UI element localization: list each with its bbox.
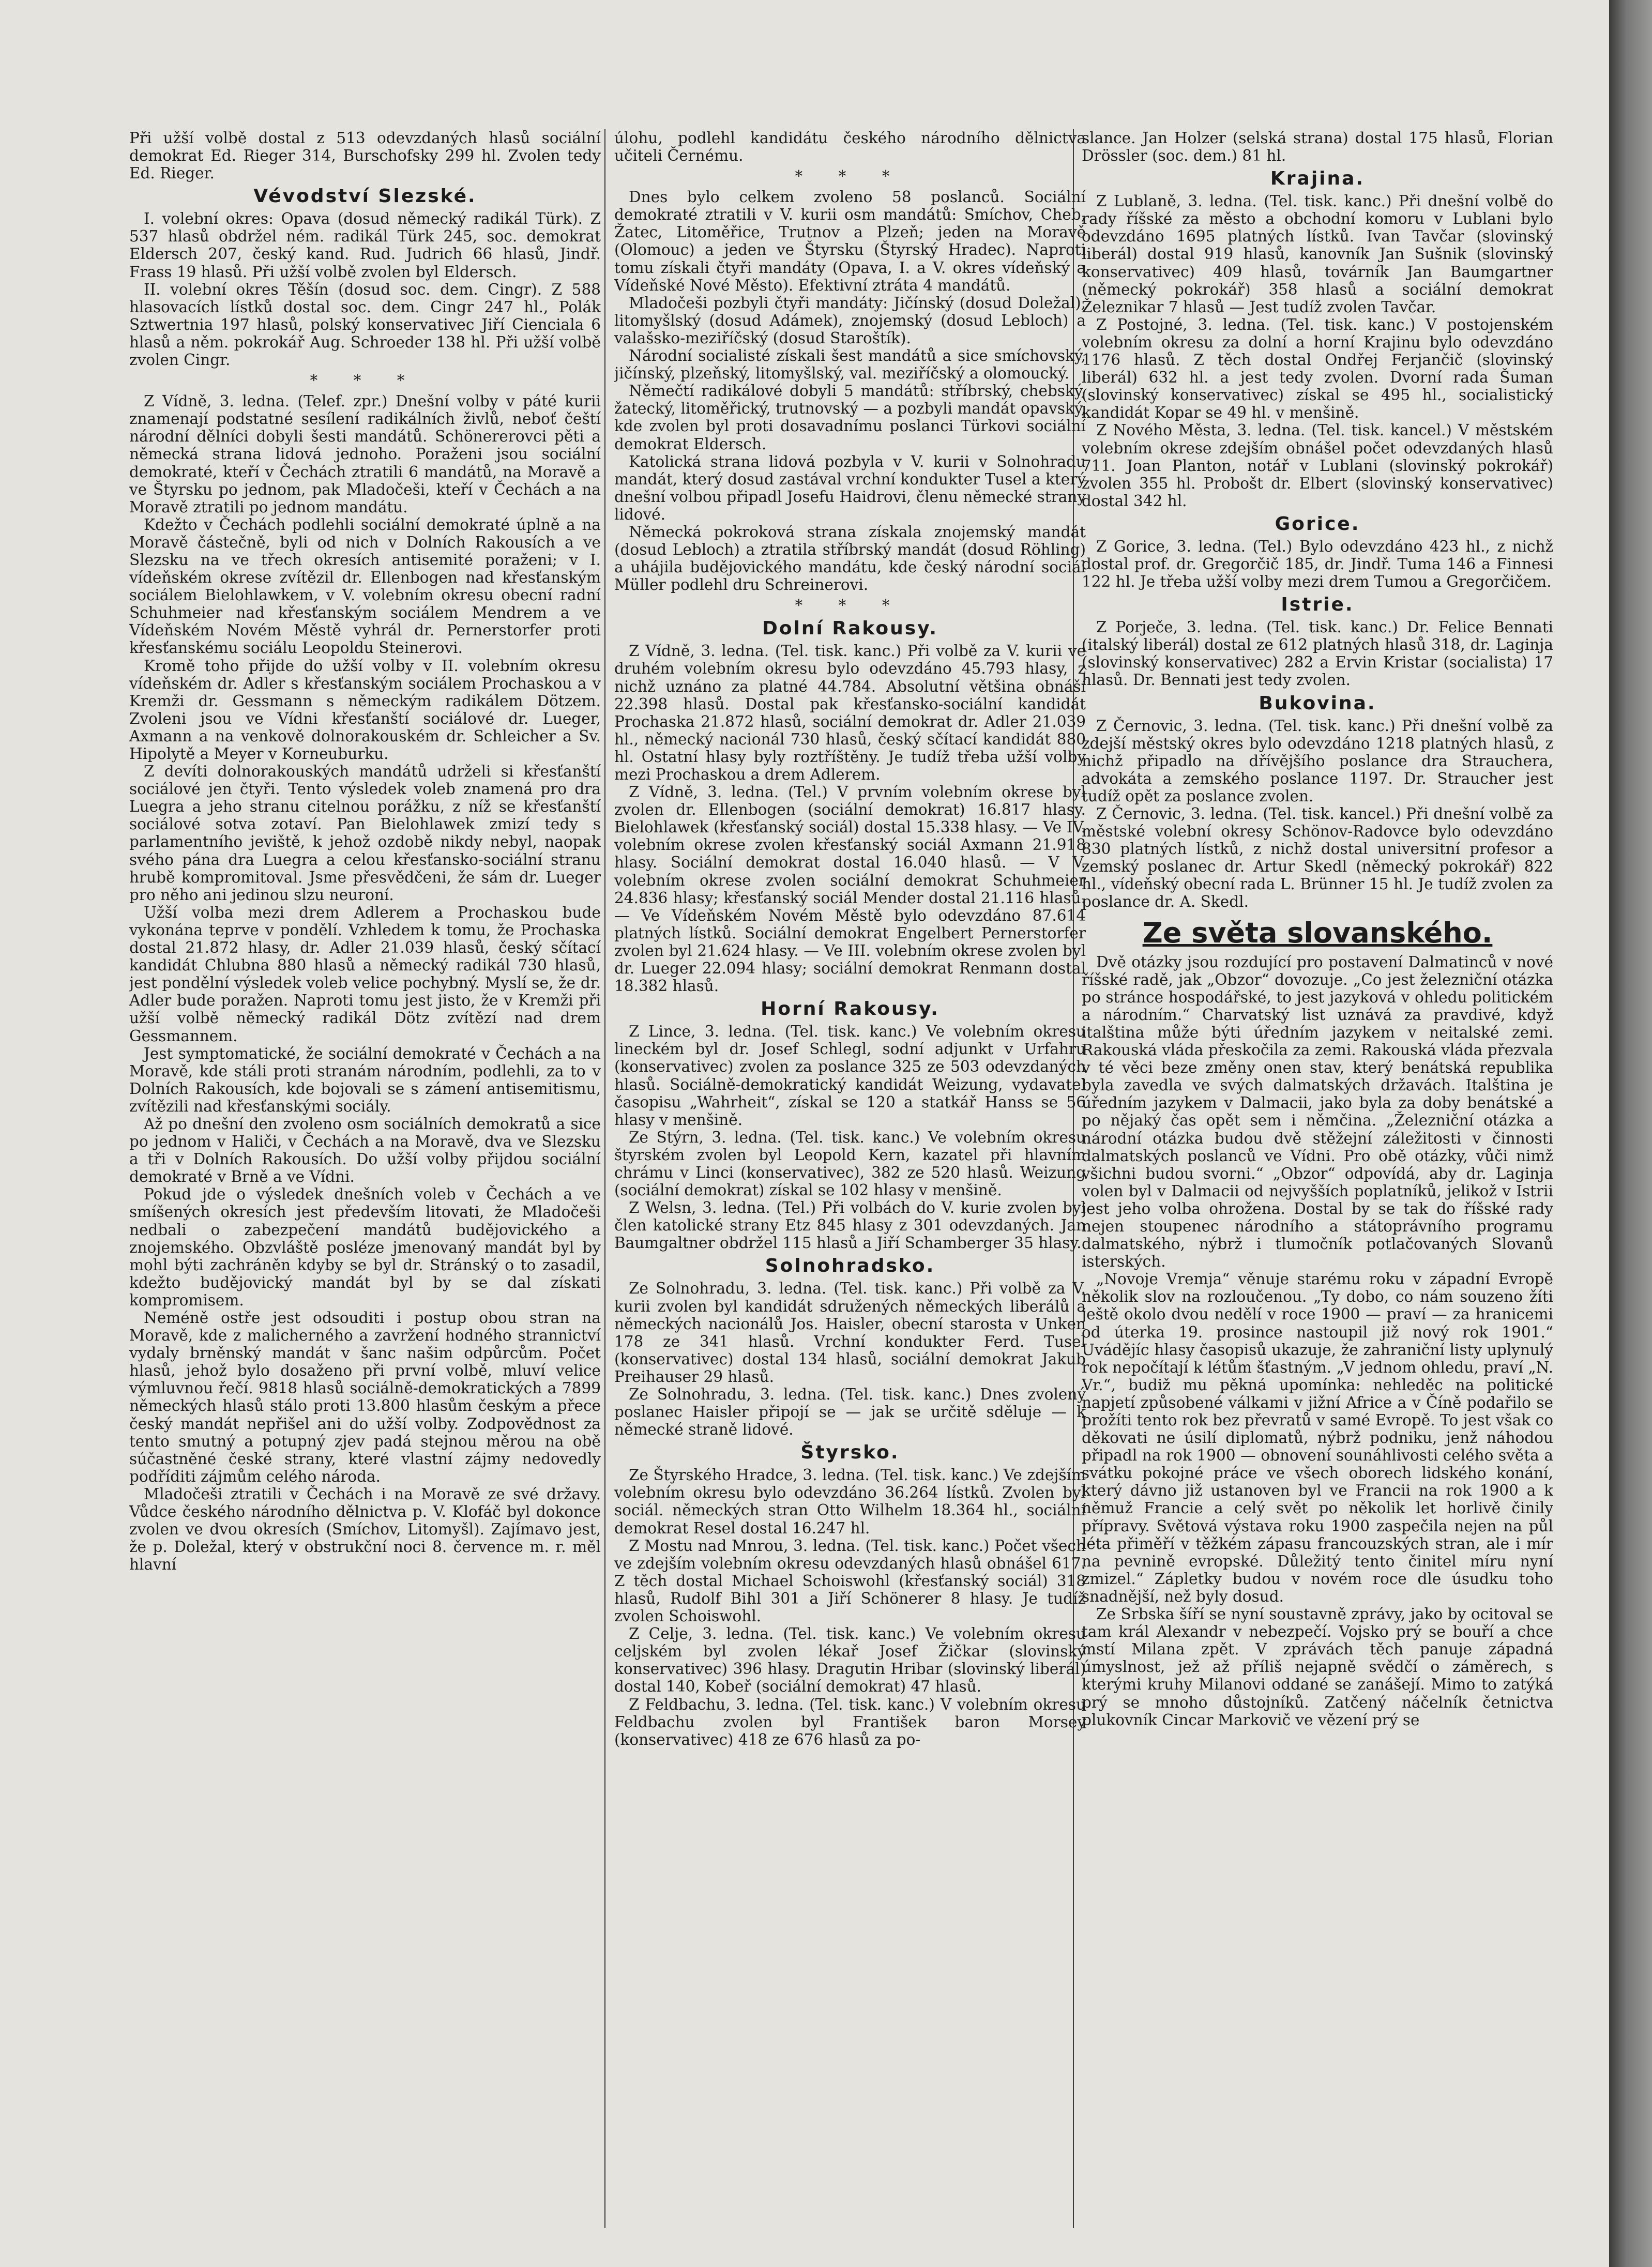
paragraph: Z Nového Města, 3. ledna. (Tel. tisk. kancel.) V městském volebním okrese zdejším obnášel počet odevzdaných hlasů 711. Joan Planton, notář v Lublani (slovinský pokrokář) zvolen 355 hl. Probošt dr. Elbert (slovinský konservativec) dostal 342 hl. xyxy=(1082,421,1553,510)
section-heading: Bukovina. xyxy=(1259,692,1376,714)
paragraph: I. volební okres: Opava (dosud německý radikál Türk). Z 537 hlasů obdržel ném. radikál Türk 245, soc. demokrat Eldersch 207, český kand. Rud. Judrich 66 hlasů, Jindř. Frass 19 hlasů. Při užší volbě zvolen byl Eldersch. xyxy=(129,210,601,281)
paragraph: Kdežto v Čechách podlehli sociální demokraté úplně a na Moravě částečně, byli od nich v Dolních Rakousích a ve Slezsku na ve třech okresích antisemité poraženi; v I. vídeňském okrese zvítězil dr. Ellenbogen nad křesťanským sociálem Bielohlawkem, v V. volebním okresu obecní radní Schuhmeier nad křesťanským sociálem Mendrem a ve Vídeňském Novém Městě vyhrál dr. Pernerstorfer proti křesťanskému sociálu Leopoldu Steinerovi. xyxy=(129,515,601,657)
column-2 xyxy=(614,129,1086,2259)
paragraph: Z Porječe, 3. ledna. (Tel. tisk. kanc.) Dr. Felice Bennati (italský liberál) dostal ze 612 platných hlasů 318, dr. Laginja (slovinský konservativec) 282 a Ervin Kristar (socialista) 17 hlasů. Dr. Bennati jest tedy zvolen. xyxy=(1082,618,1553,689)
paragraph: Ze Srbska šíří se nyní soustavně zprávy, jako by ocitoval se tam král Alexandr v nebezpečí. Vojsko prý se bouří a chce mstí Milana zpět. V zprávách těch panuje západná úmyslnost, jež až příliš nejapně svědčí o záměrech, s kterými kruhy Milanovi oddané se zanášejí. Mimo to zatýká prý se mnoho důstojníků. Zatčený náčelník četnictva plukovník Cincar Markovič ve vězení prý se xyxy=(1082,1605,1553,1729)
paragraph: úlohu, podlehl kandidátu českého národního dělnictva učiteli Černému. xyxy=(614,129,1086,165)
section-heading: Dolní Rakousy. xyxy=(762,618,938,640)
section-heading: Horní Rakousy. xyxy=(761,998,939,1020)
column-rule xyxy=(604,129,605,2228)
section-heading: Gorice. xyxy=(1275,513,1360,535)
paragraph: Ze Solnohradu, 3. ledna. (Tel. tisk. kanc.) Dnes zvolený poslanec Haisler připojí se — jak se určitě sděluje — k německé straně lidové. xyxy=(614,1386,1086,1439)
paragraph: slance. Jan Holzer (selská strana) dostal 175 hlasů, Florian Drössler (soc. dem.) 81 hl. xyxy=(1082,129,1553,165)
page-binding-edge xyxy=(1609,0,1652,2267)
column-1 xyxy=(129,129,601,2259)
paragraph: Z Lince, 3. ledna. (Tel. tisk. kanc.) Ve volebním okresu lineckém byl dr. Josef Schlegl, sodní adjunkt v Urfahru (konservativec) zvolen za poslance 325 ze 503 odevzdaných hlasů. Sociálně-demokratický kandidát Weizung, vydavatel časopisu „Wahrheit“, získal se 120 a statkář Hanss se 56 hlasy v menšině. xyxy=(614,1023,1086,1129)
paragraph: Z Vídně, 3. ledna. (Tel. tisk. kanc.) Při volbě za V. kurii ve druhém volebním okresu bylo odevzdáno 45.793 hlasy, z nichž uznáno za platné 44.784. Absolutní většina obnáší 22.398 hlasů. Dostal pak křesťansko-sociální kandidát Prochaska 21.872 hlasů, sociální demokrat dr. Adler 21.039 hl., německý nacionál 730 hlasů, český sčítací kandidát 880 hl. Ostatní hlasy byly roztříštěny. Je tudíž třeba užší volby mezi Prochaskou a drem Adlerem. xyxy=(614,642,1086,783)
paragraph: Z Vídně, 3. ledna. (Telef. zpr.) Dnešní volby v páté kurii znamenají podstatné sesílení radikálních živlů, neboť čeští národní dělníci dobyli šesti mandátů. Schönererovci pěti a německá strana lidová jednoho. Poraženi jsou sociální demokraté, kteří v Čechách ztratili 6 mandátů, na Moravě a ve Štyrsku po jednom, pak Mladočeši, kteří v Čechách a na Moravě ztratili po jednom mandátu. xyxy=(129,392,601,516)
paragraph: Z Postojné, 3. ledna. (Tel. tisk. kanc.) V postojenském volebním okresu za dolní a horní Krajinu bylo odevzdáno 1176 hlasů. Z těch dostal Ondřej Ferjančič (slovinský liberál) 632 hl. a jest tedy zvolen. Dvorní rada Šuman (slovinský konservativec) získal se 495 hl., socialistický kandidát Kopar se 49 hl. v menšině. xyxy=(1082,315,1553,422)
paragraph: Národní socialisté získali šest mandátů a sice smíchovský, jičínský, plzeňský, litomyšlský, val. meziříčský a olomoucký. xyxy=(614,347,1086,383)
separator-stars: * * * xyxy=(310,372,420,390)
paragraph: Při užší volbě dostal z 513 odevzdaných hlasů sociální demokrat Ed. Rieger 314, Burschofsky 299 hl. Zvolen tedy Ed. Rieger. xyxy=(129,129,601,182)
separator-stars: * * * xyxy=(795,597,905,615)
paragraph: Až po dnešní den zvoleno osm sociálních demokratů a sice po jednom v Haliči, v Čechách a na Moravě, dva ve Slezsku a tři v Dolních Rakousích. Do užší volby přijdou sociální demokraté v Brně a ve Vídni. xyxy=(129,1115,601,1186)
section-heading: Štyrsko. xyxy=(800,1442,900,1464)
paragraph: Ze Solnohradu, 3. ledna. (Tel. tisk. kanc.) Při volbě za V. kurii zvolen byl kandidát sdružených německých liberálů a německých nacionálů Jos. Haisler, obecní starosta v Unken 178 ze 341 hlasů. Vrchní kondukter Ferd. Tusel (konservativec) dostal 134 hlasů, sociální demokrat Jakub Preihauser 29 hlasů. xyxy=(614,1280,1086,1386)
paragraph: Z Celje, 3. ledna. (Tel. tisk. kanc.) Ve volebním okresu celjském byl zvolen lékař Josef Žičkar (slovinský konservativec) 396 hlasy. Dragutin Hribar (slovinský liberál) dostal 140, Kobeř (sociální demokrat) 47 hlasů. xyxy=(614,1625,1086,1696)
paragraph: Z Vídně, 3. ledna. (Tel.) V prvním volebním okrese byl zvolen dr. Ellenbogen (sociální demokrat) 16.817 hlasy. Bielohlawek (křesťanský sociál) dostal 15.338 hlasy. — Ve IV. volebním okrese zvolen křesťanský sociál Axmann 21.918 hlasy. Sociální demokrat dostal 16.040 hlasů. — V V. volebním okrese zvolen sociální demokrat Schuhmeier 24.836 hlasy; křesťanský sociál Mender dostal 21.116 hlasů. — Ve Vídeňském Novém Městě bylo odevzdáno 87.614 platných lístků. Sociální demokrat Engelbert Pernerstorfer zvolen byl 21.624 hlasy. — Ve III. volebním okrese zvolen byl dr. Lueger 22.094 hlasy; sociální demokrat Renmann dostal 18.382 hlasů. xyxy=(614,783,1086,995)
section-heading: Vévodství Slezské. xyxy=(253,186,477,207)
separator-stars: * * * xyxy=(795,168,905,186)
paragraph: Z Černovic, 3. ledna. (Tel. tisk. kanc.) Při dnešní volbě za zdejší městský okres bylo odevzdáno 1218 platných hlasů, z nichž připadlo na dřívějšího poslance dra Strauchera, advokáta a zemského poslance 1197. Dr. Straucher jest tudíž opět za poslance zvolen. xyxy=(1082,717,1553,805)
paragraph: „Novoje Vremja“ věnuje starému roku v západní Evropě několik slov na rozloučenou. „Ty dobo, co nám souzeno žíti ještě okolo dvou nedělí v roce 1900 — praví — za hranicemi od úterka 19. prosince nastoupil již nový rok 1901.“ Uvádějíc hlasy časopisů ukazuje, že zahraniční listy uplynulý rok nepočítají k létům šťastným. „V jednom ohledu, praví „N. Vr.“, budiž mu pěkná upomínka: nehleděc na politické napjetí způsobené válkami v jižní Africe a v Číně podařilo se prožíti tento rok bez převratů v samé Evropě. To jest však co děkovati ne úsilí diplomatů, nýbrž podniku, jenž náhodou připadl na rok 1900 — obnovení sounáhlivosti celého světa a svátku pokojné práce ve všech oborech lidského konání, který dávno již ustanoven byl ve Francii na rok 1900 a k němuž Francie a celý svět po několik let horlivě činily přípravy. Světová výstava roku 1900 zaspečila nejen na půl léta přiměří v těžkém zápasu francouzských stran, ale i mír na pevnině evropské. Důležitý tento činitel míru nyní zmizel.“ Zápletky budou v novém roce dle úsudku toho snadnější, než byly dosud. xyxy=(1082,1270,1553,1605)
paragraph: Ze Stýrn, 3. ledna. (Tel. tisk. kanc.) Ve volebním okresu štyrském zvolen byl Leopold Kern, kazatel při hlavním chrámu v Linci (konservativec), 382 ze 520 hlasů. Weizung (sociální demokrat) získal se 102 hlasy v menšině. xyxy=(614,1128,1086,1199)
paragraph: Dvě otázky jsou rozdující pro postavení Dalmatinců v nové říšské radě, jak „Obzor“ dovozuje. „Co jest železniční otázka po stránce hospodářské, to jest jazyková v ohledu politickém a národním.“ Charvatský list uznává za pravdivé, když italština může býti úředním jazykem v neitalské zemi. Rakouská vláda přeskočila za zemi. Rakouská vláda přezvala v té věci beze změny onen stav, který benátská republika byla zavedla ve svých dalmatských državách. Italština je úředním jazykem v Dalmacii, jako byla za doby benátské a po nějaký čas opět sem i němčina. „Železniční otázka a národní otázka budou dvě stěžejní záležitosti v činnosti dalmatských poslanců ve Vídni. Pro obě otázky, vůči nimž všichni budou svorni.“ „Obzor“ odpovídá, aby dr. Laginja volen byl v Dalmacii od nejvyšších poplatníků, jelikož v Istrii jest jeho volba ohrožena. Dostal by se tak do říšské rady nejen stoupenec národního a státoprávního programu dalmatského, nýbrž i tlumočník potlačovaných Slovanů isterských. xyxy=(1082,953,1553,1271)
paragraph: Mladočeši ztratili v Čechách i na Moravě ze své državy. Vůdce českého národního dělnictva p. V. Klofáč byl dokonce zvolen ve dvou okresích (Smíchov, Litomyšl). Zajímavo jest, že p. Doležal, který v obstrukční noci 8. července m. r. měl hlavní xyxy=(129,1485,601,1574)
paragraph: Kromě toho přijde do užší volby v II. volebním okresu vídeňském dr. Adler s křesťanským sociálem Prochaskou a v Kremži dr. Gessmann s německým radikálem Dötzem. Zvoleni jsou ve Vídni křesťanští sociálové dr. Lueger, Axmann a na venkově dolnorakouském dr. Schleicher a Sv. Hipolytě a Meyer v Korneuburku. xyxy=(129,657,601,763)
paragraph: Z devíti dolnorakouských mandátů udrželi si křesťanští sociálové jen čtyři. Tento výsledek voleb znamená pro dra Luegra a jeho stranu citelnou porážku, z níž se křesťanští sociálové sotva zotaví. Pan Bielohlawek zmizí tedy s parlamentního jeviště, k jehož ozdobě nikdy nebyl, naopak svého pána dra Luegra a celou křesťansko-sociální stranu hrubě kompromitoval. Jsme přesvědčeni, že sám dr. Lueger pro něho ani jedinou slzu neuroní. xyxy=(129,763,601,904)
paragraph: Z Gorice, 3. ledna. (Tel.) Bylo odevzdáno 423 hl., z nichž dostal prof. dr. Gregorčič 185, dr. Jindř. Tuma 146 a Finnesi 122 hl. Je třeba užší volby mezi drem Tumou a Gregorčičem. xyxy=(1082,537,1553,591)
paragraph: Katolická strana lidová pozbyla v V. kurii v Solnohradu mandát, který dosud zastával vrchní kondukter Tusel a který dnešní volbou připadl Josefu Haidrovi, členu německé strany lidové. xyxy=(614,452,1086,523)
paragraph: Němečtí radikálové dobyli 5 mandátů: stříbrský, chebský, žatecký, litoměřický, trutnovský — a pozbyli mandát opavský, kde zvolen byl proti dosavadnímu poslanci Türkovi sociální demokrat Eldersch. xyxy=(614,382,1086,453)
paragraph: Jest symptomatické, že sociální demokraté v Čechách a na Moravě, kde stáli proti stranám národním, podlehli, za to v Dolních Rakousích, kde bojovali se s zámení antisemitismu, zvítězili nad křesťanskými sociály. xyxy=(129,1044,601,1115)
section-heading: Solnohradsko. xyxy=(765,1255,935,1277)
paragraph: Neméně ostře jest odsouditi i postup obou stran na Moravě, kde z malicherného a zavržení hodného strannictví vydaly brněnský mandát v šanc našim odpůrcům. Počet hlasů, jehož bylo dosaženo při první volbě, mluví velice výmluvnou řečí. 9818 hlasů sociálně-demokratických a 7899 německých hlasů stálo proti 13.800 hlasům českým a přece český mandát nepřišel ani do užší volby. Zodpovědnost za tento smutný a potupný zjev padá stejnou měrou na obě súčastněné české strany, které vlastní zájmy nedovedly podříditi zájmům celého národa. xyxy=(129,1309,601,1485)
paragraph: Z Černovic, 3. ledna. (Tel. tisk. kancel.) Při dnešní volbě za městské volební okresy Schönov-Radovce bylo odevzdáno 830 platných lístků, z nichž dostal universitní profesor a zemský poslanec dr. Artur Skedl (německý pokrokář) 822 hl., vídeňský obecní rada L. Brünner 15 hl. Je tudíž zvolen za poslance dr. A. Skedl. xyxy=(1082,805,1553,911)
column-3 xyxy=(1082,129,1553,2259)
paragraph: Z Welsn, 3. ledna. (Tel.) Při volbách do V. kurie zvolen byl člen katolické strany Etz 845 hlasy z 301 odevzdaných. Jan Baumgaltner obdržel 115 hlasů a Jiří Schamberger 35 hlasy. xyxy=(614,1199,1086,1252)
section-title: Ze světa slovanského. xyxy=(1142,916,1493,949)
paragraph: Z Lublaně, 3. ledna. (Tel. tisk. kanc.) Při dnešní volbě do rady říšské za město a obchodní komoru v Lublani bylo odevzdáno 1695 platných lístků. Ivan Tavčar (slovinský liberál) dostal 919 hlasů, kanovník Jan Sušnik (slovinský konservativec) 409 hlasů, továrník Jan Baumgartner (německý pokrokář) 358 hlasů a sociální demokrat Železnikar 7 hlasů — Jest tudíž zvolen Tavčar. xyxy=(1082,192,1553,316)
paragraph: Z Feldbachu, 3. ledna. (Tel. tisk. kanc.) V volebním okresu Feldbachu zvolen byl František baron Morsey (konservativec) 418 ze 676 hlasů za po- xyxy=(614,1695,1086,1748)
section-heading: Krajina. xyxy=(1270,168,1365,190)
paragraph: Z Mostu nad Mnrou, 3. ledna. (Tel. tisk. kanc.) Počet všech ve zdejším volebním okresu odevzdaných hlasů obnášel 617. Z těch dostal Michael Schoiswohl (křesťanský sociál) 318 hlasů, Rudolf Bihl 301 a Jiří Schönerer 8 hlasy. Je tudíž zvolen Schoiswohl. xyxy=(614,1536,1086,1625)
paragraph: Německá pokroková strana získala znojemský mandát (dosud Lebloch) a ztratila stříbrský mandát (dosud Röhling) a uhájila budějovického mandátu, kde český národní sociál Müller podlehl dru Schreinerovi. xyxy=(614,523,1086,594)
paragraph: Dnes bylo celkem zvoleno 58 poslanců. Sociální demokraté ztratili v V. kurii osm mandátů: Smíchov, Cheb, Žatec, Litoměřice, Trutnov a Plzeň; jeden na Moravě (Olomouc) a jeden ve Štyrsku (Štyrský Hradec). Naproti tomu získali čtyři mandáty (Opava, I. a V. okres vídeňský a Vídeňské Nové Město). Efektivní ztráta 4 mandátů. xyxy=(614,188,1086,294)
section-heading: Istrie. xyxy=(1281,594,1354,616)
paragraph: Užší volba mezi drem Adlerem a Prochaskou bude vykonána teprve v pondělí. Vzhledem k tomu, že Prochaska dostal 21.872 hlasy, dr. Adler 21.039 hlasů, český sčítací kandidát Chlubna 880 hlasů a německý radikál 730 hlasů, jest pondělní výsledek voleb velice pochybný. Myslí se, že dr. Adler bude poražen. Naproti tomu jest jisto, že v Kremži při užší volbě německý radikál Dötz zvítězí nad drem Gessmannem. xyxy=(129,903,601,1045)
paragraph: Mladočeši pozbyli čtyři mandáty: Jičínský (dosud Doležal), litomyšlský (dosud Adámek), znojemský (dosud Lebloch) a valašsko-meziříčský (dosud Staroštík). xyxy=(614,294,1086,347)
paragraph: Ze Štyrského Hradce, 3. ledna. (Tel. tisk. kanc.) Ve zdejším volebním okresu bylo odevzdáno 36.264 lístků. Zvolen byl sociál. německých stran Otto Wilhelm 18.364 hl., sociální demokrat Resel dostal 16.247 hl. xyxy=(614,1466,1086,1537)
paragraph: II. volební okres Těšín (dosud soc. dem. Cingr). Z 588 hlasovacích lístků dostal soc. dem. Cingr 247 hl., Polák Sztwertnia 197 hlasů, polský konservativec Jiří Cienciala 6 hlasů a něm. pokrokář Aug. Schroeder 138 hl. Při užší volbě zvolen Cingr. xyxy=(129,280,601,369)
paragraph: Pokud jde o výsledek dnešních voleb v Čechách a ve smíšených okresích jest především litovati, že Mladočeši nedbali o zabezpečení mandátů budějovického a znojemského. Obzvláště posléze jmenovaný mandát byl by mohl býti zachráněn kdyby se byl dr. Stránský o to zasadil, kdežto budějovický mandát byl by se dal získati kompromisem. xyxy=(129,1185,601,1309)
